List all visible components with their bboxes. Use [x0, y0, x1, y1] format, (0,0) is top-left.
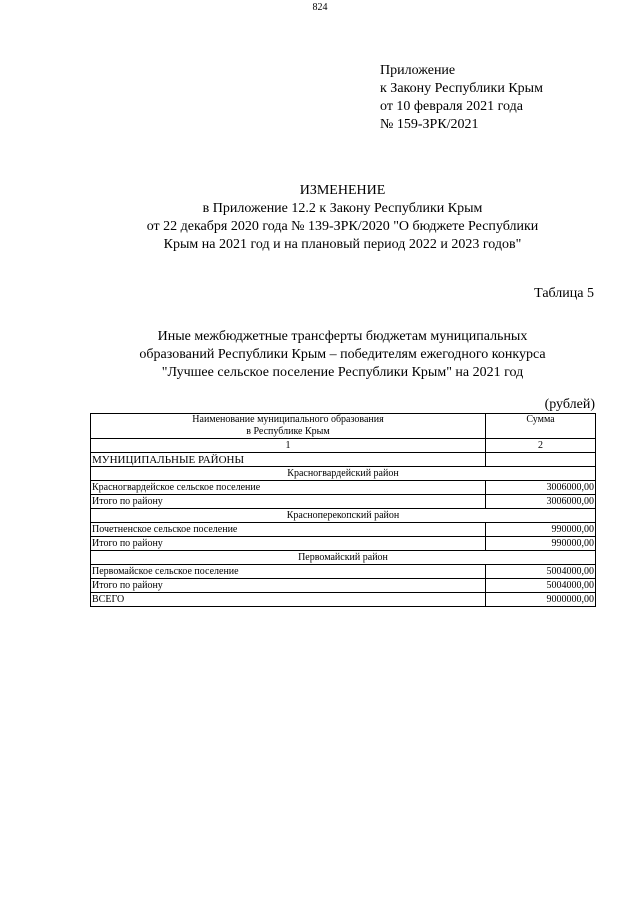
table-title-line: Иные межбюджетные трансферты бюджетам муниципальных: [157, 329, 528, 344]
district-total-sum: 5004000,00: [486, 579, 596, 593]
settlement-name-cell: Почетненское сельское поселение: [91, 523, 486, 537]
units-label: (рублей): [544, 397, 595, 412]
settlement-sum-cell: 990000,00: [486, 523, 596, 537]
district-total-row: [91, 495, 596, 509]
district-total-label: Итого по району: [91, 495, 486, 509]
header-sum-cell: Сумма: [486, 414, 596, 439]
grand-total-row: [91, 593, 596, 607]
table-label: Таблица 5: [534, 286, 594, 301]
district-row: [91, 467, 596, 481]
district-name-cell: Первомайский район: [91, 551, 596, 565]
district-name-cell: Красноперекопский район: [91, 509, 596, 523]
column-number-cell: 2: [486, 439, 596, 453]
table-header-row: [91, 414, 596, 439]
settlement-sum-cell: 5004000,00: [486, 565, 596, 579]
appendix-line: № 159-ЗРК/2021: [380, 117, 479, 132]
district-name-cell: Красногвардейский район: [91, 467, 596, 481]
district-row: [91, 551, 596, 565]
change-title-line: ИЗМЕНЕНИЕ: [299, 183, 386, 198]
district-total-row: [91, 579, 596, 593]
appendix-block: [380, 62, 543, 134]
change-title-line: Крым на 2021 год и на плановый период 2022 и 2023 годов": [163, 237, 522, 252]
appendix-line: Приложение: [380, 63, 456, 78]
empty-cell: [486, 453, 596, 467]
section-cell: МУНИЦИПАЛЬНЫЕ РАЙОНЫ: [91, 453, 486, 467]
district-row: [91, 509, 596, 523]
grand-total-label: ВСЕГО: [91, 593, 486, 607]
district-total-label: Итого по району: [91, 537, 486, 551]
column-number-cell: 1: [91, 439, 486, 453]
transfers-table: [90, 413, 596, 607]
page-number: 824: [312, 2, 328, 13]
header-name-cell: [91, 414, 486, 439]
header-name-line: в Республике Крым: [246, 426, 330, 437]
table-title: [90, 328, 595, 382]
settlement-sum-cell: 3006000,00: [486, 481, 596, 495]
change-title-line: в Приложение 12.2 к Закону Республики Крым: [202, 201, 483, 216]
change-title-line: от 22 декабря 2020 года № 139-ЗРК/2020 "О бюджете Республики: [146, 219, 539, 234]
change-title: [90, 182, 595, 254]
district-total-sum: 990000,00: [486, 537, 596, 551]
column-number-row: [91, 439, 596, 453]
settlement-name-cell: Первомайское сельское поселение: [91, 565, 486, 579]
table-title-line: "Лучшее сельское поселение Республики Крым" на 2021 год: [161, 365, 524, 380]
table-title-line: образований Республики Крым – победителям ежегодного конкурса: [139, 347, 546, 362]
header-name-line: Наименование муниципального образования: [192, 414, 384, 425]
settlement-row: [91, 565, 596, 579]
grand-total-sum: 9000000,00: [486, 593, 596, 607]
appendix-line: к Закону Республики Крым: [380, 81, 543, 96]
settlement-row: [91, 523, 596, 537]
settlement-name-cell: Красногвардейское сельское поселение: [91, 481, 486, 495]
district-total-label: Итого по району: [91, 579, 486, 593]
district-total-sum: 3006000,00: [486, 495, 596, 509]
section-row: [91, 453, 596, 467]
settlement-row: [91, 481, 596, 495]
district-total-row: [91, 537, 596, 551]
appendix-line: от 10 февраля 2021 года: [380, 99, 523, 114]
